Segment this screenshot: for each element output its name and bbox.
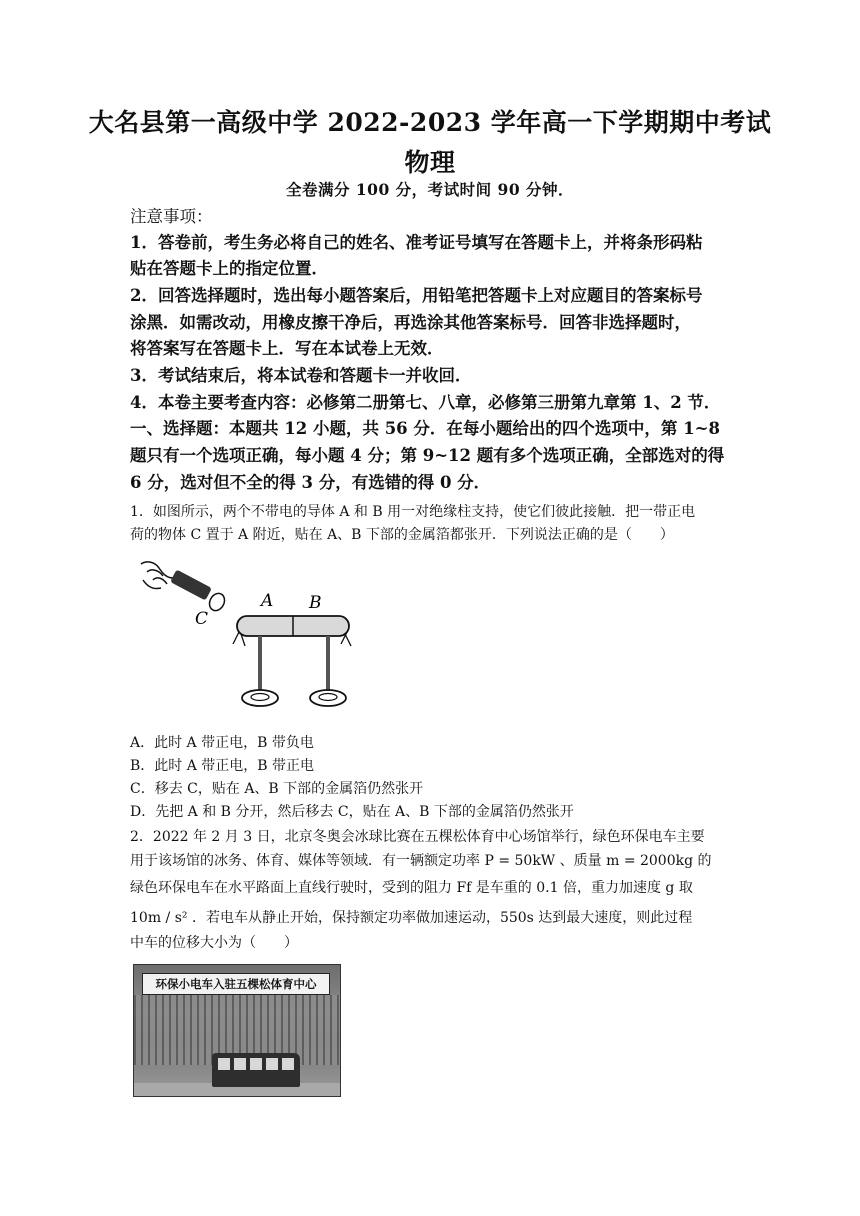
q2-stem-line: 用于该场馆的冰务、体育、媒体等领域．有一辆额定功率 P = 50kW 、质量 m = 2000kg 的 (130, 853, 712, 869)
scoring-info: 全卷满分 100 分，考试时间 90 分钟． (285, 180, 574, 199)
notice-line: 1．答卷前，考生务必将自己的姓名、准考证号填写在答题卡上，并将条形码粘 (130, 233, 703, 252)
conductor-ab (237, 616, 349, 636)
q2-stem-line: 绿色环保电车在水平路面上直线行驶时，受到的阻力 Ff 是车重的 0.1 倍，重力加速度 g 取 (130, 880, 693, 896)
bus-window (218, 1058, 230, 1070)
bus-window (250, 1058, 262, 1070)
q1-stem-line: 1．如图所示，两个不带电的导体 A 和 B 用一对绝缘柱支持，使它们彼此接触．把一带正电 (130, 504, 696, 520)
q1-stem-line: 荷的物体 C 置于 A 附近，贴在 A、B 下部的金属箔都张开．下列说法正确的是（ ） (130, 527, 674, 543)
subject-title: 物理 (404, 148, 456, 177)
insulating-stand-right (310, 636, 346, 706)
bus-icon (212, 1053, 300, 1087)
exam-title: 大名县第一高级中学 2022-2023 学年高一下学期期中考试 (88, 108, 772, 137)
photo-caption: 环保小电车入驻五棵松体育中心 (142, 973, 330, 995)
notice-line: 贴在答题卡上的指定位置． (130, 259, 328, 278)
section-heading-line: 一、选择题：本题共 12 小题，共 56 分．在每小题给出的四个选项中，第 1~8 (130, 419, 720, 438)
hand-icon (141, 562, 173, 589)
q1-option-c: C．移去 C，贴在 A、B 下部的金属箔仍然张开 (130, 781, 424, 797)
section-heading-line: 6 分，选对但不全的得 3 分，有选错的得 0 分． (130, 473, 491, 492)
notice-line: 3．考试结束后，将本试卷和答题卡一并收回． (130, 366, 472, 385)
notice-line: 2．回答选择题时，选出每小题答案后，用铅笔把答题卡上对应题目的答案标号 (130, 286, 703, 305)
q1-option-b: B．此时 A 带正电，B 带正电 (130, 758, 315, 774)
label-c: C (195, 609, 209, 629)
q2-stem-line: 中车的位移大小为（ ） (130, 935, 298, 951)
notice-heading: 注意事项： (130, 207, 213, 226)
label-b: B (309, 593, 322, 613)
bus-window (266, 1058, 278, 1070)
q1-option-a: A．此时 A 带正电，B 带负电 (130, 735, 314, 751)
q2-stem-line: 10m / s² ．若电车从静止开始，保持额定功率做加速运动，550s 达到最大速度，则此过程 (130, 910, 693, 926)
label-a: A (261, 591, 274, 611)
notice-line: 将答案写在答题卡上．写在本试卷上无效． (130, 339, 444, 358)
q1-conductor-figure (133, 556, 363, 716)
notice-line: 涂黑．如需改动，用橡皮擦干净后，再选涂其他答案标号．回答非选择题时， (130, 313, 691, 332)
notice-line: 4．本卷主要考查内容：必修第二册第七、八章，必修第三册第九章第 1、2 节． (130, 393, 721, 412)
electric-bus-photo (133, 964, 341, 1097)
insulating-stand-left (242, 636, 278, 706)
section-heading-line: 题只有一个选项正确，每小题 4 分；第 9~12 题有多个选项正确，全部选对的得 (130, 446, 725, 465)
bus-window (234, 1058, 246, 1070)
q1-option-d: D．先把 A 和 B 分开，然后移去 C，贴在 A、B 下部的金属箔仍然张开 (130, 804, 574, 820)
q2-stem-line: 2．2022 年 2 月 3 日，北京冬奥会冰球比赛在五棵松体育中心场馆举行，绿色环保电车主要 (130, 829, 705, 845)
charged-rod-c (170, 569, 227, 613)
bus-window (282, 1058, 294, 1070)
